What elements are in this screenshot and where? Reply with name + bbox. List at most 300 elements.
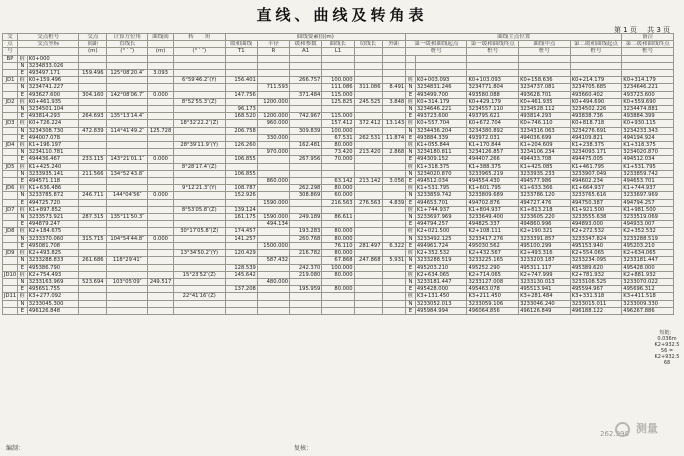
table-cell xyxy=(148,178,174,185)
table-row xyxy=(3,120,674,127)
table-cell: N xyxy=(406,127,416,134)
table-cell xyxy=(107,300,148,307)
table-cell xyxy=(570,70,622,77)
table-cell xyxy=(467,55,519,62)
header-cell: 点 xyxy=(3,41,18,48)
table-cell: 3234771.804 xyxy=(467,84,519,91)
table-cell xyxy=(354,62,382,69)
rotation-cell xyxy=(173,300,225,307)
table-cell xyxy=(519,55,571,62)
table-cell: 145.642 xyxy=(225,271,257,278)
table-cell: K2+554.065 xyxy=(570,250,622,257)
table-cell xyxy=(354,185,382,192)
table-cell xyxy=(79,307,107,314)
table-cell xyxy=(3,257,18,264)
table-cell xyxy=(290,242,322,249)
table-cell: K0+461.935 xyxy=(27,98,79,105)
table-cell xyxy=(225,178,257,185)
table-cell xyxy=(257,70,289,77)
table-cell xyxy=(382,55,406,62)
table-row xyxy=(3,134,674,141)
table-cell xyxy=(354,278,382,285)
table-cell xyxy=(257,55,289,62)
table-cell xyxy=(148,271,174,278)
table-cell xyxy=(79,271,107,278)
table-cell xyxy=(290,170,322,177)
table-cell: 147.756 xyxy=(225,91,257,98)
header-cell: (m) xyxy=(148,48,174,55)
table-cell: 106.855 xyxy=(225,170,257,177)
table-cell xyxy=(107,242,148,249)
table-cell: 60.000 xyxy=(322,192,354,199)
table-cell: 100.000 xyxy=(322,127,354,134)
table-cell xyxy=(290,300,322,307)
table-cell: 495311.117 xyxy=(519,264,571,271)
table-cell: 桩 xyxy=(406,120,416,127)
table-cell: 495100.299 xyxy=(519,242,571,249)
table-cell: 970.000 xyxy=(257,149,289,156)
table-cell: 494036.699 xyxy=(519,134,571,141)
table-cell: 135°11′50.3″ xyxy=(107,214,148,221)
rotation-cell: 18°32′22.2″(Z) xyxy=(173,120,225,127)
table-cell: 3234308.730 xyxy=(27,127,79,134)
table-cell: 108.787 xyxy=(225,185,257,192)
table-cell: K0+818.718 xyxy=(570,120,622,127)
table-cell: 495081.708 xyxy=(27,242,79,249)
header-cell: 直线长 xyxy=(107,41,148,48)
rotation-cell xyxy=(173,156,225,163)
table-cell: 3233859.742 xyxy=(415,192,467,199)
rotation-cell xyxy=(173,214,225,221)
table-cell: 桩 xyxy=(18,142,28,149)
table-cell: 104°54′44.8″ xyxy=(107,235,148,242)
header-cell xyxy=(148,41,174,48)
table-cell: 480.000 xyxy=(257,278,289,285)
table-cell: 3233108.525 xyxy=(570,278,622,285)
header-cell: 外距 xyxy=(382,41,406,48)
table-cell: 168.520 xyxy=(225,113,257,120)
table-cell: 493838.736 xyxy=(570,113,622,120)
table-cell xyxy=(257,235,289,242)
table-cell: K0+003.093 xyxy=(415,77,467,84)
table-cell xyxy=(290,62,322,69)
table-cell: N xyxy=(18,278,28,285)
header-cell: 号 xyxy=(3,48,18,55)
table-cell: K0+559.690 xyxy=(622,98,674,105)
table-cell: E xyxy=(406,199,416,206)
table-cell xyxy=(322,307,354,314)
rotation-cell xyxy=(173,286,225,293)
table-cell: K2+184.675 xyxy=(27,228,79,235)
remark-label: 短链： xyxy=(659,330,675,336)
table-cell: K1+318.375 xyxy=(622,142,674,149)
table-cell xyxy=(148,84,174,91)
table-cell xyxy=(622,62,674,69)
table-cell xyxy=(354,55,382,62)
header-cell: 半径 xyxy=(257,41,289,48)
table-cell: K1+170.844 xyxy=(467,142,519,149)
table-cell: 287.315 xyxy=(79,214,107,221)
table-cell xyxy=(3,307,18,314)
table-cell: 496064.856 xyxy=(467,307,519,314)
table-cell xyxy=(107,250,148,257)
table-cell: K0+000 xyxy=(27,55,79,62)
table-cell: 1590.000 xyxy=(257,199,289,206)
table-row xyxy=(3,250,674,257)
table-cell: JD4 xyxy=(3,142,18,149)
header-row xyxy=(3,41,674,48)
table-cell xyxy=(354,293,382,300)
table-cell xyxy=(354,70,382,77)
table-cell: 494933.007 xyxy=(622,221,674,228)
table-cell: 495651.755 xyxy=(27,286,79,293)
table-cell: 桩 xyxy=(406,228,416,235)
table-cell: K2+634.065 xyxy=(622,250,674,257)
table-cell xyxy=(354,250,382,257)
table-cell: 247.868 xyxy=(354,257,382,264)
header-cell: 备注 xyxy=(622,34,674,41)
table-cell: 960.000 xyxy=(257,120,289,127)
table-cell xyxy=(225,98,257,105)
table-cell: 174.457 xyxy=(225,228,257,235)
table-cell xyxy=(290,98,322,105)
table-cell: BP xyxy=(3,55,18,62)
table-cell xyxy=(382,163,406,170)
table-cell: 3234020.870 xyxy=(622,149,674,156)
table-cell: 276.563 xyxy=(354,199,382,206)
table-cell xyxy=(257,127,289,134)
table-row xyxy=(3,113,674,120)
table-row xyxy=(3,228,674,235)
table-cell: K3+131.450 xyxy=(415,293,467,300)
header-row xyxy=(3,34,674,41)
table-cell xyxy=(322,221,354,228)
table-cell xyxy=(148,185,174,192)
table-cell: 494860.996 xyxy=(519,221,571,228)
table-cell: N xyxy=(18,127,28,134)
header-cell: 第二缓和曲线终点 xyxy=(622,41,674,48)
table-cell: 496188.122 xyxy=(570,307,622,314)
header-cell: 计算方位角 xyxy=(107,34,148,41)
table-cell: 495428.000 xyxy=(622,264,674,271)
table-cell: 233.115 xyxy=(79,156,107,163)
table-cell: 494602.234 xyxy=(570,178,622,185)
table-cell: N xyxy=(18,84,28,91)
table-cell: 262.531 xyxy=(354,134,382,141)
table-cell: 493814.293 xyxy=(27,113,79,120)
table-cell xyxy=(148,62,174,69)
table-cell: 桩 xyxy=(406,142,416,149)
table-cell: N xyxy=(406,257,416,264)
table-cell xyxy=(3,149,18,156)
table-cell xyxy=(148,170,174,177)
table-cell: K2+881.932 xyxy=(622,271,674,278)
table-cell xyxy=(3,62,18,69)
table-cell: 96.173 xyxy=(225,106,257,113)
table-cell: K1+204.609 xyxy=(519,142,571,149)
table-cell: 493972.031 xyxy=(467,134,519,141)
table-cell: 126.260 xyxy=(225,142,257,149)
table-cell: N xyxy=(18,192,28,199)
table-cell: K1+318.375 xyxy=(415,163,467,170)
page-total: 共 3 页 xyxy=(647,26,670,34)
table-cell: 3234502.226 xyxy=(570,106,622,113)
table-cell xyxy=(290,178,322,185)
table-cell xyxy=(79,77,107,84)
table-cell xyxy=(107,142,148,149)
table-cell xyxy=(3,242,18,249)
table-cell: 86.611 xyxy=(322,214,354,221)
table-cell: K1+664.937 xyxy=(570,185,622,192)
rotation-cell xyxy=(173,134,225,141)
rotation-cell: 13°34′50.2″(Y) xyxy=(173,250,225,257)
table-cell: 249.189 xyxy=(290,214,322,221)
table-cell: 桩 xyxy=(18,228,28,235)
table-cell xyxy=(148,106,174,113)
header-cell xyxy=(173,41,225,48)
table-cell xyxy=(3,286,18,293)
table-cell xyxy=(3,264,18,271)
table-cell: 100.000 xyxy=(322,77,354,84)
table-cell xyxy=(107,163,148,170)
table-cell: K1+425.085 xyxy=(519,163,571,170)
table-cell: 711.593 xyxy=(257,84,289,91)
table-cell xyxy=(519,70,571,77)
table-cell: 159.496 xyxy=(79,70,107,77)
table-cell: E xyxy=(406,286,416,293)
table-cell xyxy=(3,106,18,113)
table-cell xyxy=(148,149,174,156)
table-cell: N xyxy=(406,300,416,307)
table-cell: K2+021.500 xyxy=(415,228,467,235)
table-cell: 494407.266 xyxy=(467,156,519,163)
table-cell xyxy=(225,221,257,228)
table-cell: 494436.467 xyxy=(27,156,79,163)
table-cell xyxy=(354,206,382,213)
table-cell xyxy=(225,242,257,249)
table-cell xyxy=(148,199,174,206)
table-cell xyxy=(290,163,322,170)
table-cell: 100.000 xyxy=(322,264,354,271)
table-cell: 493723.600 xyxy=(622,91,674,98)
table-cell xyxy=(3,199,18,206)
header-cell: 桩号 xyxy=(519,48,571,55)
table-cell: 262.298 xyxy=(290,185,322,192)
header-cell: 第一缓和曲线起点 xyxy=(406,41,467,48)
table-cell: 3233203.187 xyxy=(519,257,571,264)
table-cell: 73.420 xyxy=(322,149,354,156)
table-cell xyxy=(225,163,257,170)
header-cell: 切线长 xyxy=(354,41,382,48)
table-cell xyxy=(79,221,107,228)
table-cell: 0.000 xyxy=(148,156,174,163)
table-cell xyxy=(107,264,148,271)
table-cell: K1+897.852 xyxy=(27,206,79,213)
table-cell: 1200.000 xyxy=(257,98,289,105)
table-cell: 494577.986 xyxy=(519,178,571,185)
table-cell: 3233697.969 xyxy=(415,214,467,221)
table-cell xyxy=(148,142,174,149)
table-cell: E xyxy=(406,264,416,271)
watermark xyxy=(615,420,658,437)
table-cell xyxy=(148,134,174,141)
table-cell: 103°05′09″ xyxy=(107,278,148,285)
table-cell xyxy=(322,106,354,113)
table-cell: 1500.000 xyxy=(257,242,289,249)
table-row xyxy=(3,106,674,113)
table-cell xyxy=(382,286,406,293)
table-cell xyxy=(107,77,148,84)
table-cell: K1+238.375 xyxy=(570,142,622,149)
table-cell: 3233935.233 xyxy=(519,170,571,177)
table-cell xyxy=(570,62,622,69)
header-cell: A1 xyxy=(290,48,322,55)
rotation-cell xyxy=(173,149,225,156)
table-cell: 63.142 xyxy=(322,178,354,185)
table-cell: 156.401 xyxy=(225,77,257,84)
table-cell: K3+281.484 xyxy=(519,293,571,300)
table-cell xyxy=(354,163,382,170)
table-cell xyxy=(382,271,406,278)
table-cell: K1+425.240 xyxy=(27,163,79,170)
table-cell: 494750.387 xyxy=(570,199,622,206)
table-cell: K0+159.496 xyxy=(27,77,79,84)
table-cell xyxy=(148,257,174,264)
table-cell: E xyxy=(18,113,28,120)
table-cell: 494512.034 xyxy=(622,156,674,163)
table-cell: K1+531.795 xyxy=(622,163,674,170)
table-cell: 13.143 xyxy=(382,120,406,127)
table-cell xyxy=(148,286,174,293)
table-cell xyxy=(3,214,18,221)
table-cell: 495252.290 xyxy=(467,264,519,271)
table-cell xyxy=(225,300,257,307)
header-cell: L1 xyxy=(322,48,354,55)
table-cell: 496126.849 xyxy=(519,307,571,314)
table-cell: 桩 xyxy=(18,98,28,105)
remark-line: 68 xyxy=(663,360,671,366)
header-cell xyxy=(354,48,382,55)
table-cell: 80.000 xyxy=(322,250,354,257)
rotation-cell xyxy=(173,127,225,134)
table-row xyxy=(3,98,674,105)
table-row xyxy=(3,264,674,271)
table-cell: 桩 xyxy=(406,98,416,105)
table-cell: E xyxy=(406,221,416,228)
table-cell xyxy=(257,156,289,163)
table-cell xyxy=(148,250,174,257)
table-cell xyxy=(107,84,148,91)
rotation-cell xyxy=(173,235,225,242)
table-cell: E xyxy=(18,242,28,249)
table-cell xyxy=(225,257,257,264)
table-cell: 3233288.833 xyxy=(27,257,79,264)
table-cell xyxy=(148,98,174,105)
table-cell xyxy=(290,206,322,213)
remark-line: 0.036m xyxy=(657,336,677,342)
table-cell: 3233965.219 xyxy=(467,170,519,177)
header-cell: 桩号 xyxy=(570,48,622,55)
table-cell xyxy=(322,163,354,170)
table-cell: 494653.701 xyxy=(622,178,674,185)
table-cell: N xyxy=(406,278,416,285)
table-row xyxy=(3,235,674,242)
table-cell: 76.110 xyxy=(322,242,354,249)
table-cell: 桩 xyxy=(406,77,416,84)
table-cell: 3234233.343 xyxy=(622,127,674,134)
table-cell: 3233809.689 xyxy=(467,192,519,199)
table-cell: 3233697.969 xyxy=(622,192,674,199)
table-cell: 3233391.857 xyxy=(519,235,571,242)
table-cell: 315.715 xyxy=(79,235,107,242)
table-cell xyxy=(79,300,107,307)
table-cell: 495386.790 xyxy=(27,264,79,271)
rotation-cell xyxy=(173,62,225,69)
rotation-cell: 30°17′05.8″(Z) xyxy=(173,228,225,235)
table-cell xyxy=(382,106,406,113)
table-cell: 3234501.104 xyxy=(27,106,79,113)
table-row xyxy=(3,242,674,249)
table-row xyxy=(3,199,674,206)
table-cell: E xyxy=(406,307,416,314)
table-cell xyxy=(148,55,174,62)
table-cell xyxy=(382,62,406,69)
table-cell: K0+314.179 xyxy=(415,98,467,105)
table-cell: 3233370.060 xyxy=(27,235,79,242)
table-cell: 162.481 xyxy=(290,142,322,149)
table-cell xyxy=(354,170,382,177)
table-cell xyxy=(225,84,257,91)
table-cell xyxy=(79,98,107,105)
header-cell: 曲线要素值(m) xyxy=(225,34,406,41)
table-cell xyxy=(382,192,406,199)
table-cell: K2+747.999 xyxy=(519,271,571,278)
table-cell: K1+388.375 xyxy=(467,163,519,170)
table-cell: 3234110.781 xyxy=(27,149,79,156)
header-cell: 间距 xyxy=(79,41,107,48)
table-cell xyxy=(107,286,148,293)
table-cell: 桩 xyxy=(406,163,416,170)
table-cell: 3234380.892 xyxy=(467,127,519,134)
table-cell: 3233015.011 xyxy=(570,300,622,307)
table-row xyxy=(3,178,674,185)
table-cell: 494879.247 xyxy=(27,221,79,228)
table-cell: N xyxy=(406,149,416,156)
table-cell xyxy=(354,235,382,242)
table-cell xyxy=(354,113,382,120)
table-row xyxy=(3,300,674,307)
table-cell xyxy=(257,106,289,113)
table-cell: 494702.876 xyxy=(467,199,519,206)
table-cell xyxy=(79,228,107,235)
rotation-cell xyxy=(173,307,225,314)
table-cell xyxy=(257,91,289,98)
table-cell xyxy=(290,84,322,91)
table-cell xyxy=(148,214,174,221)
table-cell: K0+672.704 xyxy=(467,120,519,127)
table-cell: 213.142 xyxy=(354,178,382,185)
table-cell xyxy=(257,300,289,307)
table-row xyxy=(3,271,674,278)
table-cell: 3234180.811 xyxy=(415,149,467,156)
table-cell: 3234316.063 xyxy=(519,127,571,134)
watermark-icon xyxy=(615,422,630,437)
table-cell: N xyxy=(406,84,416,91)
table-cell: 3233288.519 xyxy=(622,235,674,242)
rotation-cell xyxy=(173,264,225,271)
table-cell xyxy=(79,142,107,149)
header-cell: 缓和曲线 xyxy=(225,41,257,48)
